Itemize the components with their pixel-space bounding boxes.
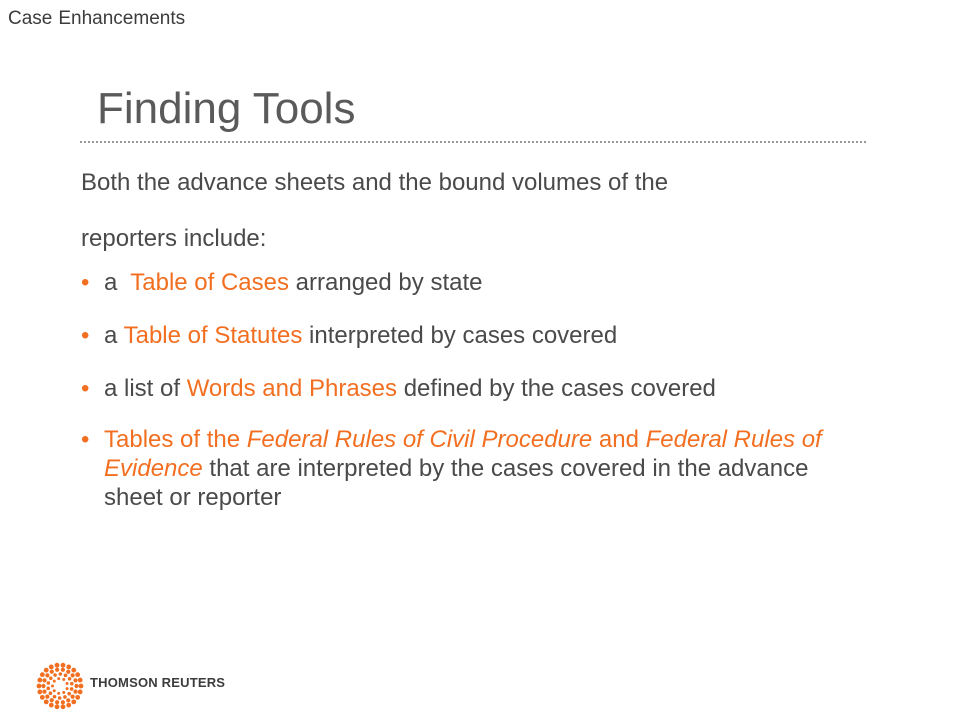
highlight-words-and-phrases: Words and Phrases <box>186 375 398 402</box>
bullet-icon: • <box>81 426 90 453</box>
logo-dot <box>71 695 75 699</box>
logo-dot <box>45 673 49 677</box>
logo-dot <box>55 668 59 672</box>
logo-dot <box>66 665 71 670</box>
logo-dot <box>37 678 42 683</box>
bullet-item-words-and-phrases <box>81 374 881 403</box>
logo-dot <box>47 681 51 685</box>
logo-dot <box>55 704 60 709</box>
logo-dot <box>51 684 54 687</box>
bullet-item-federal-rules <box>81 425 864 512</box>
logo-dot <box>40 672 45 677</box>
logo-dot <box>73 678 77 682</box>
highlight-federal-rules-civil-procedure: Federal Rules of Civil Procedure <box>246 426 593 453</box>
bullet-icon: • <box>81 269 90 296</box>
logo-dot <box>49 665 54 670</box>
logo-dot <box>50 670 54 674</box>
bullet-icon: • <box>81 375 90 402</box>
logo-dot <box>58 696 62 700</box>
highlight-federal-rules-evidence: Federal Rules of Evidence <box>104 426 822 482</box>
header-word-enhancements: Enhancements <box>58 8 186 29</box>
logo-dot <box>75 672 80 677</box>
logo-dot <box>66 670 70 674</box>
header-word-case: Case <box>8 8 53 29</box>
logo-dot <box>53 673 57 677</box>
logo-dot <box>71 699 76 704</box>
logo-dot <box>79 684 84 689</box>
footer-brand-name: THOMSON REUTERS <box>90 675 226 690</box>
bullet-item-table-of-cases <box>81 268 881 297</box>
logo-dot <box>71 673 75 677</box>
intro-line-2: reporters include: <box>81 225 267 252</box>
logo-dot <box>46 687 50 691</box>
logo-dot <box>68 677 72 681</box>
bullet-text-post: that are interpreted by the cases covered in the advance sheet or reporter <box>104 455 809 511</box>
logo-dot <box>59 672 63 676</box>
logo-dot <box>61 704 66 709</box>
logo-dot <box>66 703 71 708</box>
logo-dot <box>64 674 68 678</box>
logo-dot <box>61 700 65 704</box>
bullet-icon: • <box>81 322 90 349</box>
logo-dot <box>40 695 45 700</box>
logo-dot <box>49 691 53 695</box>
logo-dot <box>44 668 49 673</box>
logo-dot <box>61 663 66 668</box>
header-section-label <box>8 8 185 30</box>
logo-dot <box>53 689 56 692</box>
logo-dot <box>75 695 80 700</box>
thomson-reuters-logo-icon <box>36 662 84 710</box>
logo-dot <box>53 695 57 699</box>
logo-dot <box>37 684 42 689</box>
logo-dot <box>74 684 78 688</box>
logo-dot <box>42 690 46 694</box>
logo-dot <box>49 676 53 680</box>
logo-dot <box>55 700 59 704</box>
logo-dot <box>62 678 65 681</box>
logo-dot <box>55 663 60 668</box>
bullet-text-pre: a list of <box>104 375 187 402</box>
logo-dot <box>66 682 69 685</box>
logo-dot <box>49 703 54 708</box>
bullet-text-post: interpreted by cases covered <box>302 322 618 349</box>
logo-dot <box>78 678 83 683</box>
bullet-text-pre: a <box>104 269 131 296</box>
slide-title: Finding Tools <box>97 84 356 133</box>
logo-dot <box>66 687 69 690</box>
logo-dot <box>71 668 76 673</box>
logo-dot <box>45 694 49 698</box>
logo-dot <box>66 698 70 702</box>
bullet-text-pre: a <box>104 322 124 349</box>
logo-dot <box>67 692 71 696</box>
feature-bullet-list <box>81 268 881 512</box>
intro-text <box>81 155 881 267</box>
bullet-text-post: arranged by state <box>289 269 483 296</box>
highlight-table-of-cases: Table of Cases <box>130 269 290 296</box>
bullet-and: and <box>592 426 646 453</box>
highlight-table-of-statutes: Table of Statutes <box>123 322 303 349</box>
logo-dot <box>70 687 74 691</box>
logo-dot <box>61 668 65 672</box>
logo-dot <box>73 690 77 694</box>
logo-dot <box>53 680 56 683</box>
bullet-lead-tables: Tables of the <box>104 426 247 453</box>
logo-dot <box>63 695 67 699</box>
logo-dot <box>42 678 46 682</box>
logo-dot <box>57 692 60 695</box>
bullet-text-post: defined by the cases covered <box>397 375 716 402</box>
intro-line-1: Both the advance sheets and the bound volumes of the <box>81 169 669 196</box>
logo-dot <box>78 690 83 695</box>
logo-dot <box>57 677 60 680</box>
logo-dot <box>62 691 65 694</box>
logo-dot <box>70 682 74 686</box>
bullet-item-table-of-statutes <box>81 321 881 350</box>
logo-dot <box>37 690 42 695</box>
logo-dot <box>41 684 45 688</box>
logo-dot <box>44 699 49 704</box>
logo-dot <box>50 698 54 702</box>
title-dotted-divider <box>80 141 866 143</box>
